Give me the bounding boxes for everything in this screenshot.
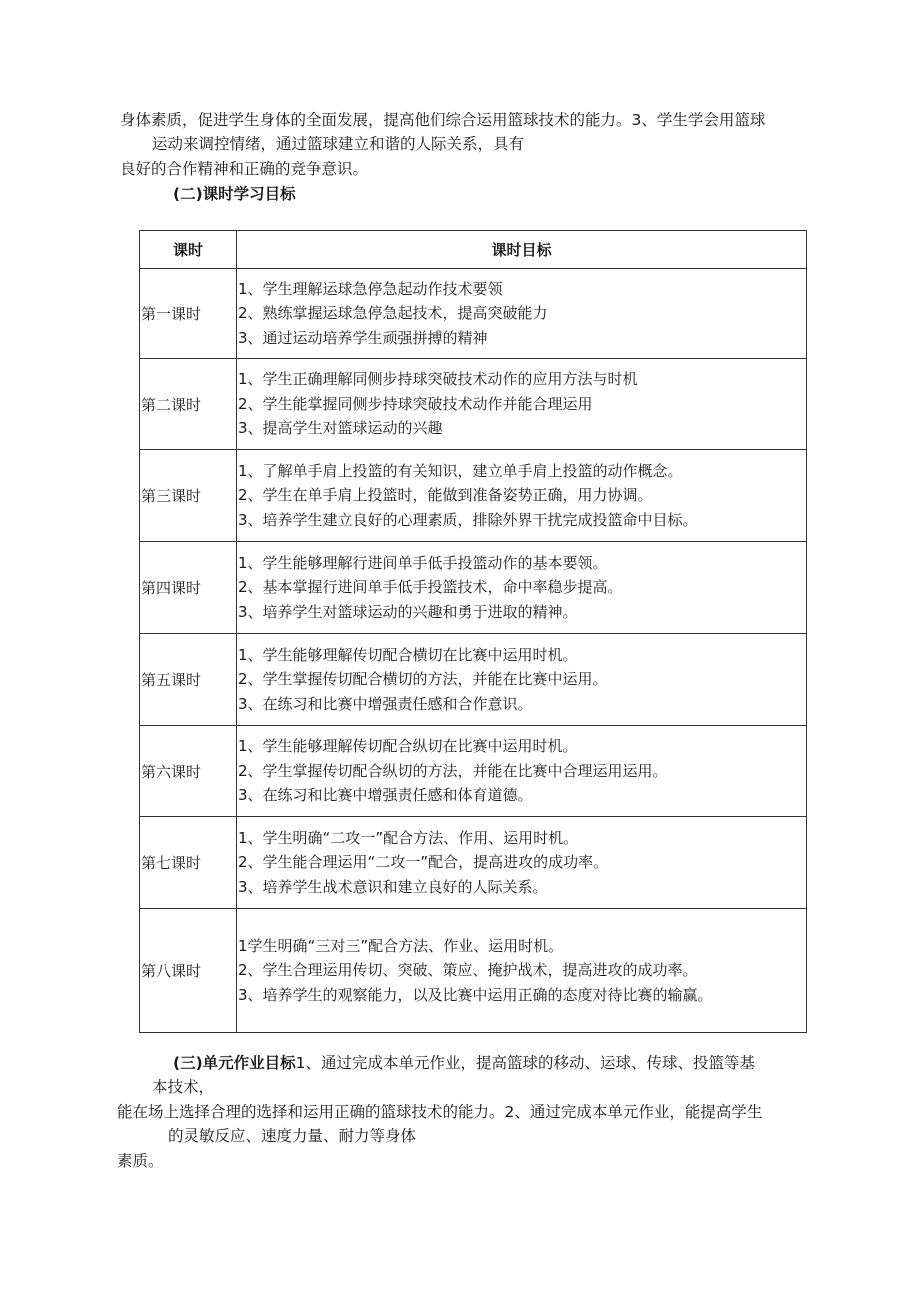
lesson-goals [237,634,807,726]
goal-item: 3、在练习和比赛中增强责任感和体育道德。 [238,786,533,805]
section-3-text: 1、通过完成本单元作业，提高篮球的移动、运球、传球、投篮等基 [295,1054,756,1072]
goal-item: 1学生明确“三对三”配合方法、作业、运用时机。 [238,936,564,955]
section-3-line-1 [173,1052,755,1074]
goal-item: 3、培养学生的观察能力，以及比赛中运用正确的态度对待比赛的输赢。 [238,985,713,1004]
lesson-goals [237,450,807,542]
goal-item: 1、学生能够理解传切配合纵切在比赛中运用时机。 [238,737,578,756]
lesson-goals-table [139,230,807,1033]
lesson-name: 第四课时 [140,542,237,634]
goal-item: 2、学生在单手肩上投篮时，能做到准备姿势正确，用力协调。 [238,486,653,505]
intro-line-3: 良好的合作精神和正确的竞争意识。 [120,160,369,178]
lesson-name: 第五课时 [140,634,237,726]
goal-item: 2、学生能掌握同侧步持球突破技术动作并能合理运用 [238,394,593,413]
goal-item: 2、熟练掌握运球急停急起技术，提高突破能力 [238,304,548,323]
intro-line-1: 身体素质，促进学生身体的全面发展，提高他们综合运用篮球技术的能力。3、学生学会用篮球 [120,111,766,129]
goal-item: 1、学生理解运球急停急起动作技术要领 [238,279,503,298]
table-row [140,817,807,909]
lesson-goals [237,542,807,634]
goal-item: 2、学生能合理运用“二攻一”配合，提高进攻的成功率。 [238,853,609,872]
lesson-goals [237,817,807,909]
goal-item: 2、学生掌握传切配合纵切的方法，并能在比赛中合理运用运用。 [238,761,668,780]
table-row [140,269,807,359]
goal-item: 3、培养学生战术意识和建立良好的人际关系。 [238,877,548,896]
goal-item: 2、基本掌握行进间单手低手投篮技术，命中率稳步提高。 [238,578,623,597]
lesson-goals [237,726,807,817]
table-row [140,909,807,1033]
table-row [140,450,807,542]
header-lesson: 课时 [140,231,237,269]
lesson-name: 第六课时 [140,726,237,817]
table-row [140,726,807,817]
lesson-name: 第八课时 [140,909,237,1033]
lesson-goals [237,909,807,1033]
lesson-name: 第三课时 [140,450,237,542]
section-3-line-4: 的灵敏反应、速度力量、耐力等身体 [168,1127,417,1145]
intro-line-2: 运动来调控情绪，通过篮球建立和谐的人际关系，具有 [152,135,525,153]
header-goals: 课时目标 [237,231,807,269]
lesson-name: 第七课时 [140,817,237,909]
section-2-heading: (二)课时学习目标 [173,185,296,203]
goal-item: 1、了解单手肩上投篮的有关知识，建立单手肩上投篮的动作概念。 [238,461,683,480]
table-row [140,634,807,726]
lesson-goals [237,359,807,450]
goal-item: 3、通过运动培养学生顽强拼搏的精神 [238,328,488,347]
section-3-line-2: 本技术， [152,1078,215,1096]
goal-item: 1、学生能够理解传切配合横切在比赛中运用时机。 [238,645,578,664]
lesson-name: 第一课时 [140,269,237,359]
lesson-goals [237,269,807,359]
table-row [140,359,807,450]
lesson-name: 第二课时 [140,359,237,450]
goal-item: 3、在练习和比赛中增强责任感和合作意识。 [238,694,533,713]
goal-item: 2、学生掌握传切配合横切的方法，并能在比赛中运用。 [238,670,608,689]
goal-item: 1、学生明确“二攻一”配合方法、作用、运用时机。 [238,828,579,847]
table-header-row [140,231,807,269]
goal-item: 1、学生能够理解行进间单手低手投篮动作的基本要领。 [238,553,608,572]
section-3-heading: (三)单元作业目标 [173,1054,296,1072]
goal-item: 2、学生合理运用传切、突破、策应、掩护战术，提高进攻的成功率。 [238,961,698,980]
goal-item: 3、培养学生建立良好的心理素质，排除外界干扰完成投篮命中目标。 [238,510,698,529]
goal-item: 3、培养学生对篮球运动的兴趣和勇于进取的精神。 [238,602,578,621]
table-row [140,542,807,634]
section-3-line-3: 能在场上选择合理的选择和运用正确的篮球技术的能力。2、通过完成本单元作业，能提高学生 [117,1103,763,1121]
goal-item: 1、学生正确理解同侧步持球突破技术动作的应用方法与时机 [238,370,638,389]
section-3-line-5: 素质。 [117,1152,164,1170]
goal-item: 3、提高学生对篮球运动的兴趣 [238,419,443,438]
